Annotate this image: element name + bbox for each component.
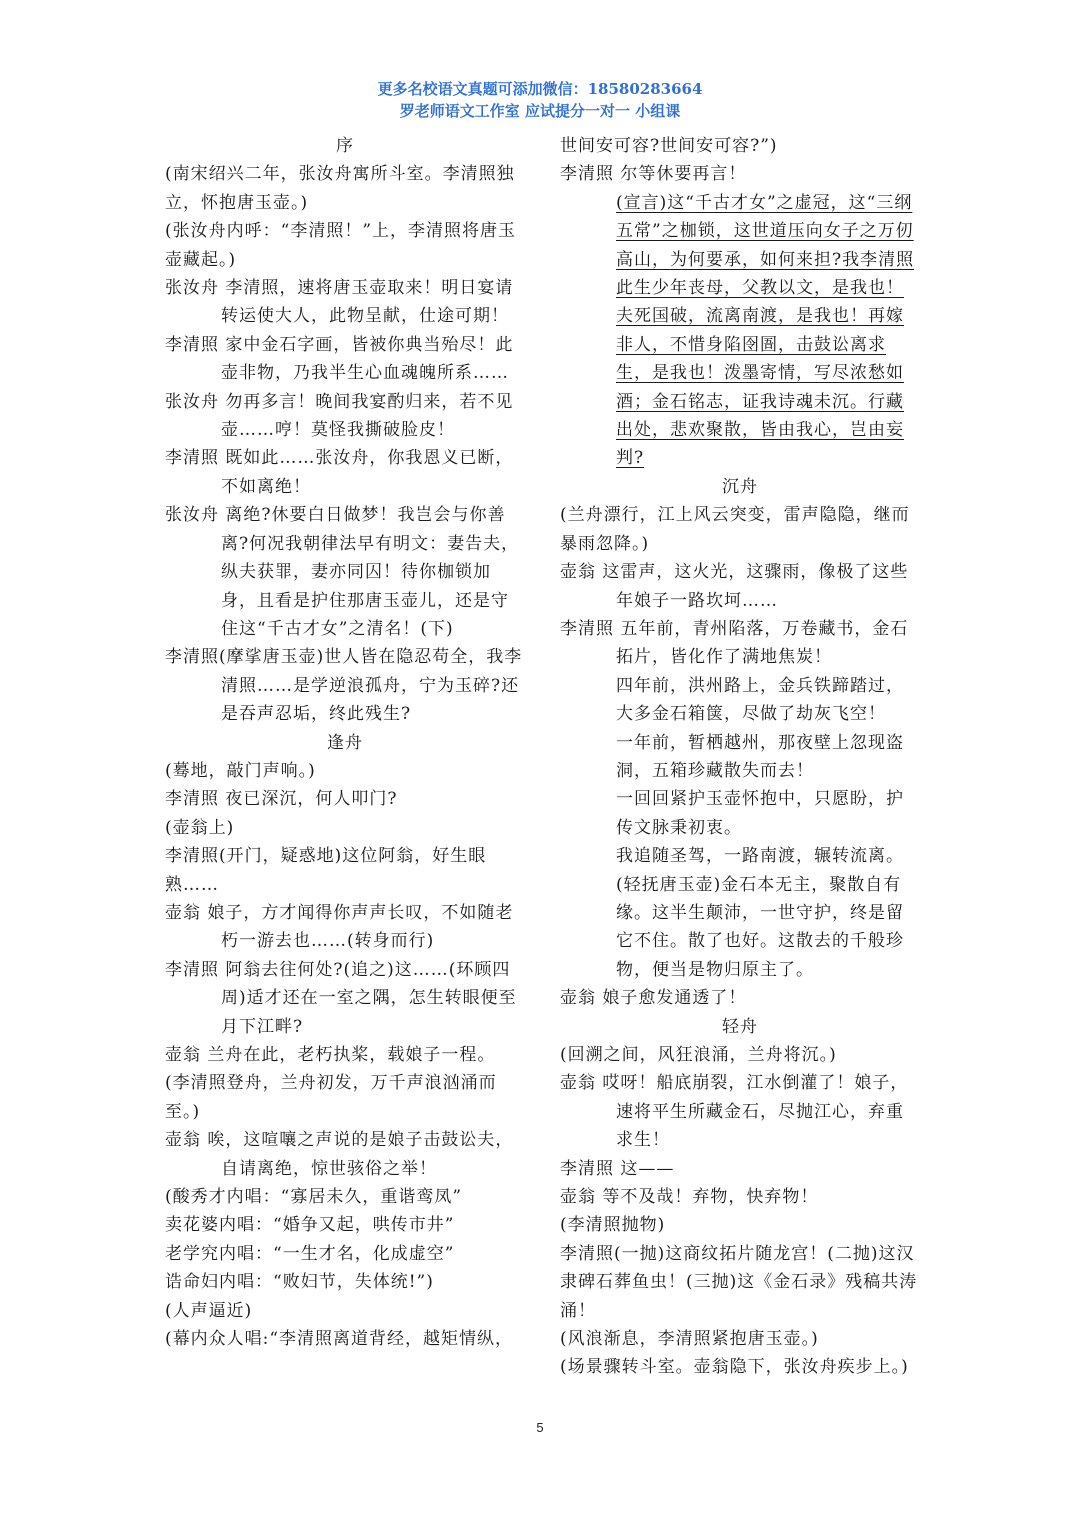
left-column	[165, 132, 525, 1353]
section-title: 序	[336, 136, 354, 156]
stage-direction: (南宋绍兴二年，张汝舟寓所斗室。李清照独立，怀抱唐玉壶。)	[165, 164, 515, 213]
dialogue-line: 李清照(一抛)这商纹拓片随龙宫！(二抛)这汉隶碑石葬鱼虫！(三抛)这《金石录》残稿共涛涌！	[560, 1243, 918, 1321]
header-line-2: 罗老师语文工作室 应试提分一对一 小组课	[399, 102, 681, 120]
stage-direction: (场景骤转斗室。壶翁隐下，张汝舟疾步上。)	[560, 1357, 909, 1378]
dialogue-line: 李清照 夜已深沉，何人叩门?	[165, 789, 398, 810]
offstage-song: 老学究内唱：“一生才名，化成虚空”	[165, 1243, 455, 1264]
dialogue-line: 壶翁 唉，这喧嚷之声说的是娘子击鼓讼夫，自请离绝，惊世骇俗之举！	[165, 1130, 514, 1179]
dialogue-line: 李清照(开门，疑惑地)这位阿翁，好生眼熟……	[165, 846, 487, 895]
dialogue-line: 壶翁 等不及哉！弃物，快弃物！	[560, 1187, 819, 1208]
page-number: 5	[536, 1420, 544, 1435]
section-title: 轻舟	[722, 1016, 758, 1037]
offstage-song: 世间安可容?世间安可容?”)	[560, 136, 778, 156]
header-line-1: 更多名校语文真题可添加微信：18580283664	[377, 80, 703, 98]
dialogue-continuation: 我追随圣驾，一路南渡，辗转流离。(轻抚唐玉壶)金石本无主，聚散自有缘。这半生颠沛，一世守护，终是留它不住。散了也好。这散去的千般珍物，便当是物归原主了。	[616, 846, 904, 980]
offstage-song: 诰命妇内唱：“败妇节，失体统!”)	[165, 1272, 434, 1293]
watermark-header	[0, 78, 1080, 122]
dialogue-continuation: 一回回紧护玉壶怀抱中，只愿盼，护传文脉秉初衷。	[616, 789, 904, 838]
offstage-song: 卖花婆内唱：“婚争又起，哄传市井”	[165, 1215, 455, 1236]
dialogue-line: 李清照 阿翁去往何处?(追之)这……(环顾四周)适才还在一室之隅，怎生转眼便至月下江畔?	[165, 959, 517, 1037]
dialogue-line: 李清照 这——	[560, 1158, 675, 1179]
dialogue-continuation: 一年前，暂栖越州，那夜壁上忽现盗洞，五箱珍藏散失而去！	[616, 732, 904, 781]
dialogue-line: 壶翁 这雷声，这火光，这骤雨，像极了这些年娘子一路坎坷……	[560, 562, 909, 611]
stage-direction: (蓦地，敲门声响。)	[165, 760, 316, 781]
dialogue-line: 李清照 既如此……张汝舟，你我恩义已断，不如离绝！	[165, 448, 514, 497]
dialogue-continuation: 四年前，洪州路上，金兵铁蹄踏过，大多金石箱箧，尽做了劫灰飞空！	[616, 675, 904, 725]
stage-direction: (回溯之间，风狂浪涌，兰舟将沉。)	[560, 1045, 837, 1065]
dialogue-line: 壶翁 兰舟在此，老朽执桨，载娘子一程。	[165, 1045, 496, 1065]
stage-direction: (李清照抛物)	[560, 1215, 666, 1236]
dialogue-line: 李清照(摩挲唐玉壶)世人皆在隐忍苟全，我李清照……是学逆浪孤舟，宁为玉碎?还是吞声忍垢，终此残生?	[165, 647, 523, 725]
dialogue-line: 李清照 五年前，青州陷落，万卷藏书，金石拓片，皆化作了满地焦炭！	[560, 618, 909, 668]
dialogue-line: 张汝舟 离绝?休要白日做梦！我岂会与你善离?何况我朝律法早有明文：妻告夫，纵夫获罪，妻亦同囚！待你枷锁加身，且看是护住那唐玉壶儿，还是守住这“千古才女”之清名！(下)	[165, 505, 520, 639]
stage-direction: (人声逼近)	[165, 1300, 253, 1321]
dialogue-line: 壶翁 哎呀！船底崩裂，江水倒灌了！娘子，速将平生所藏金石，尽抛江心，弃重求生！	[560, 1073, 909, 1151]
stage-direction: (兰舟漂行，江上风云突变，雷声隐隐，继而暴雨忽降。)	[560, 505, 910, 554]
section-title: 逢舟	[327, 732, 363, 753]
dialogue-line: 张汝舟 勿再多言！晚间我宴酌归来，若不见壶……哼！莫怪我撕破脸皮！	[165, 391, 514, 441]
right-column	[560, 132, 920, 1382]
dialogue-line: 李清照 家中金石字画，皆被你典当殆尽！此壶非物，乃我半生心血魂魄所系……	[165, 334, 514, 384]
offstage-song: (幕内众人唱:“李清照离道背经，越矩情纵，	[165, 1329, 514, 1350]
dialogue-line: 壶翁 娘子愈发通透了！	[560, 988, 747, 1009]
stage-direction: (李清照登舟，兰舟初发，万千声浪汹涌而至。)	[165, 1073, 497, 1122]
stage-direction: (张汝舟内呼：“李清照！”上，李清照将唐玉壶藏起。)	[165, 221, 517, 270]
offstage-song: (酸秀才内唱：“寡居未久，重谐鸾凤”	[165, 1187, 463, 1208]
stage-direction: (壶翁上)	[165, 817, 235, 838]
dialogue-line: 壶翁 娘子，方才闻得你声声长叹，不如随老朽一游去也……(转身而行)	[165, 902, 514, 952]
section-title: 沉舟	[722, 476, 758, 497]
dialogue-line: 张汝舟 李清照，速将唐玉壶取来！明日宴请转运使大人，此物呈献，仕途可期！	[165, 278, 514, 327]
underlined-monologue: (宣言)这“千古才女”之虚冠，这“三纲五常”之枷锁，这世道压向女子之万仞高山，为何要承，如何来担?我李清照此生少年丧母，父教以文，是我也！夫死国破，流离南渡，是我也！再嫁非人，不惜身陷囹圄，击鼓讼离求生，是我也！泼墨寄情，写尽浓愁如酒；金石铭志，证我诗魂未沉。行藏出处，悲欢聚散，皆由我心，岂由妄判?	[616, 192, 915, 469]
stage-direction: (风浪渐息，李清照紧抱唐玉壶。)	[560, 1329, 819, 1350]
dialogue-line: 李清照 尔等休要再言！	[560, 164, 747, 185]
